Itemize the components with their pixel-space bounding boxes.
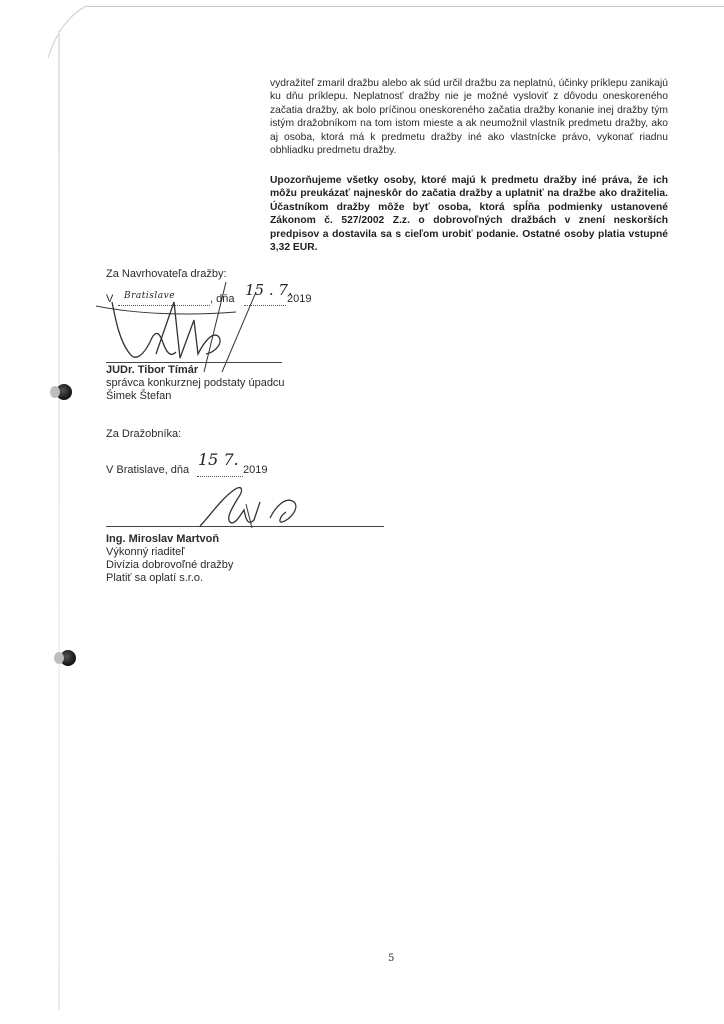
punch-hole-top xyxy=(56,384,72,400)
proposer-role: správca konkurznej podstaty úpadcu xyxy=(106,377,285,389)
auctioneer-name: Ing. Miroslav Martvoň xyxy=(106,533,220,545)
auctioneer-heading: Za Dražobníka: xyxy=(106,428,182,440)
proposer-year: 2019 xyxy=(287,293,312,305)
page-fold-shadow xyxy=(0,0,90,60)
auctioneer-signature-line xyxy=(106,526,384,527)
proposer-signature-line xyxy=(106,362,282,363)
auctioneer-role: Výkonný riaditeľ xyxy=(106,546,185,558)
proposer-name: JUDr. Tibor Tímár xyxy=(106,364,199,376)
page-top-edge xyxy=(86,6,724,7)
proposer-place-prefix: V xyxy=(106,293,114,305)
notice-paragraph: Upozorňujeme všetky osoby, ktoré majú k predmetu dražby iné práva, že ich môžu preukázať najneskôr do začatia dražby a uplatniť na dražbe ako dražitelia. Účastníkom dražby môže byť osoba, ktorá spĺňa podmienky ustanovené Zákonom č. 527/2002 Z.z. o dobrovoľných dražbách v znení neskorších predpisov a dostavila sa s cieľom urobiť podanie. Ostatné osoby platia vstupné 3,32 EUR. xyxy=(270,175,668,254)
proposer-debtor: Šimek Štefan xyxy=(106,390,172,402)
page-left-shadow xyxy=(58,30,60,1010)
proposer-place-handwritten: Bratislave xyxy=(124,291,176,301)
auctioneer-year: 2019 xyxy=(243,464,268,476)
auctioneer-place-date-prefix: V Bratislave, dňa xyxy=(106,464,190,476)
punch-hole-bottom xyxy=(60,650,76,666)
proposer-heading: Za Navrhovateľa dražby: xyxy=(106,268,227,280)
auctioneer-signature xyxy=(190,476,310,536)
auctioneer-date-handwritten: 15 7. xyxy=(198,450,239,469)
auctioneer-division: Divízia dobrovoľné dražby xyxy=(106,559,234,571)
proposer-date-prefix: , dňa xyxy=(210,293,235,305)
page-number: 5 xyxy=(388,953,395,964)
proposer-date-handwritten: 15 . 7. xyxy=(245,281,293,299)
auctioneer-company: Platiť sa oplatí s.r.o. xyxy=(106,572,204,584)
continuation-paragraph: vydražiteľ zmaril dražbu alebo ak súd určil dražbu za neplatnú, účinky príklepu zanikajú ku dňu príklepu. Neplatnosť dražby nie je možné vysloviť z dôvodu oneskoreného začatia dražby, ak bolo príčinou oneskoreného začatia dražby konanie inej dražby tým istým dražobníkom na tom istom mieste a ak neumožnil vlastník predmetu dražby, ako aj osoba, ktorá má k predmetu dražby iné ako vlastnícke právo, vykonať riadnu obhliadku predmetu dražby. xyxy=(270,78,668,157)
